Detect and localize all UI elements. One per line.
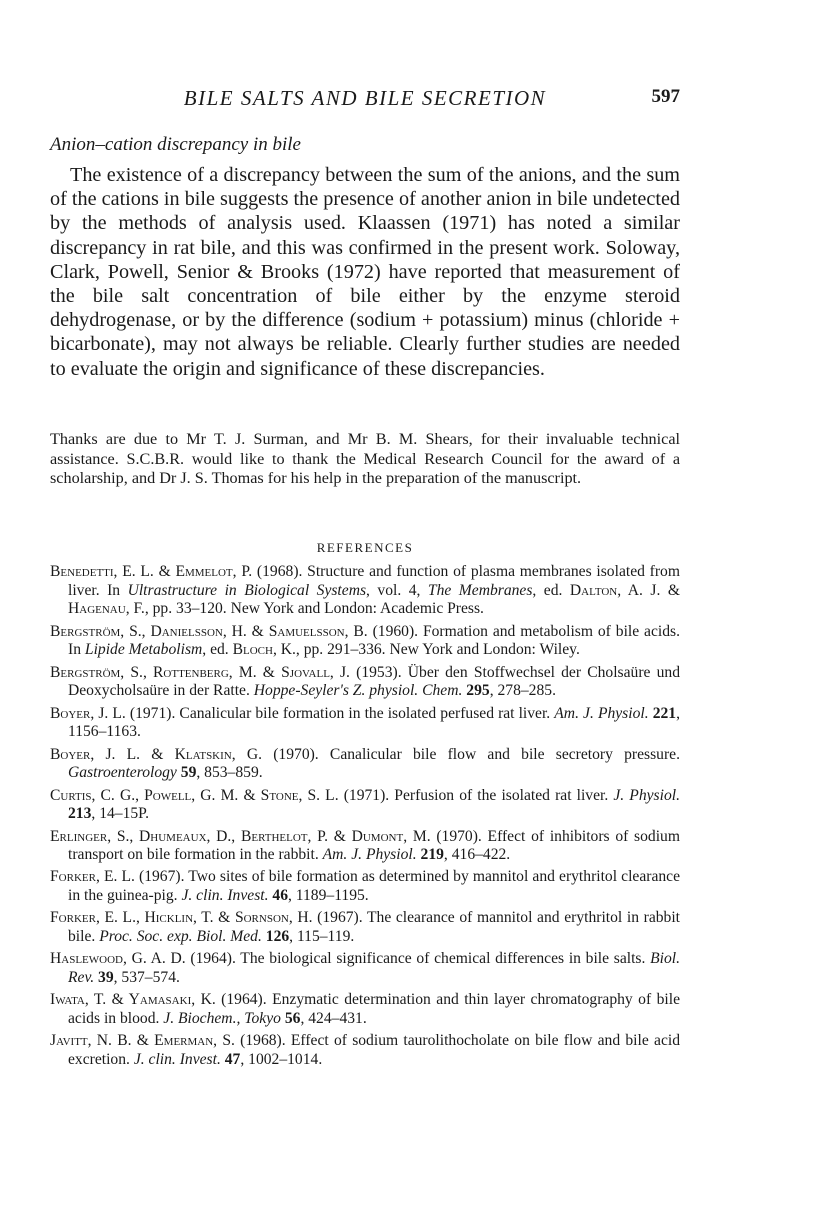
ref-pages: , 278–285. bbox=[489, 682, 556, 700]
reference-item bbox=[50, 623, 680, 660]
ref-authors: Forker, E. L., Hicklin, T. & Sornson, H. bbox=[50, 909, 313, 927]
reference-item bbox=[50, 1032, 680, 1069]
reference-item bbox=[50, 868, 680, 905]
ref-authors: Bergström, S., Danielsson, H. & Samuelsson, B. bbox=[50, 622, 368, 640]
ref-journal: Gastroenterology bbox=[68, 764, 177, 782]
ref-authors: Boyer, J. L. bbox=[50, 704, 126, 722]
ref-volume: 126 bbox=[265, 928, 290, 946]
ref-book-title: Ultrastructure in Biological Systems bbox=[127, 581, 367, 599]
ref-volume: 39 bbox=[98, 969, 114, 987]
ref-text: (1968). Effect of sodium taurolithocholate on bile flow and bile acid excretion. bbox=[68, 1032, 680, 1069]
ref-authors: Bergström, S., Rottenberg, M. & Sjovall, J. bbox=[50, 663, 350, 681]
ref-volume: 219 bbox=[420, 846, 444, 864]
ref-volume: 59 bbox=[180, 764, 197, 782]
ref-pages: , 1002–1014. bbox=[240, 1051, 323, 1069]
ref-text: (1970). Canalicular bile flow and bile secretory pressure. bbox=[262, 745, 680, 763]
ref-journal: Hoppe-Seyler's Z. physiol. Chem. bbox=[253, 682, 463, 700]
ref-authors: Benedetti, E. L. & Emmelot, P. bbox=[50, 563, 253, 580]
ref-authors: Curtis, C. G., Powell, G. M. & Stone, S. L. bbox=[50, 786, 339, 804]
ref-volume: 295 bbox=[466, 682, 490, 700]
body-paragraph: The existence of a discrepancy between the sum of the anions, and the sum of the cations in bile suggests the presence of another anion in bile undetected by the methods of analysis used. Klaassen (1971) has noted a similar discrepancy in rat bile, and this was confirmed in the present work. Soloway, Clark, Powell, Senior & Brooks (1972) have reported that measurement of the bile salt concentration of bile either by the enzyme steroid dehydrogenase, or by the difference (sodium + potassium) minus (chloride + bicarbonate), may not always be reliable. Clearly further studies are needed to evaluate the origin and significance of these discrepancies. bbox=[50, 164, 680, 380]
reference-item bbox=[50, 950, 680, 987]
section-heading: Anion–cation discrepancy in bile bbox=[50, 134, 301, 155]
ref-volume: 47 bbox=[224, 1051, 241, 1069]
ref-volume: 221 bbox=[652, 704, 677, 722]
ref-volume: 213 bbox=[68, 805, 92, 823]
reference-item bbox=[50, 746, 680, 783]
ref-authors: Iwata, T. & Yamasaki, K. bbox=[50, 991, 216, 1009]
ref-text: (1970). Effect of inhibitors of sodium transport on bile formation in the rabbit. bbox=[68, 827, 680, 864]
ref-pages: , 115–119. bbox=[289, 928, 355, 946]
ref-editors: Dalton, A. J. & Hagenau, F. bbox=[68, 581, 680, 618]
ref-text: (1960). Formation and metabolism of bile acids. In bbox=[68, 622, 680, 659]
ref-volume: 46 bbox=[272, 887, 288, 905]
ref-authors: Forker, E. L. bbox=[50, 868, 135, 886]
reference-list bbox=[50, 563, 680, 1073]
ref-editors: Bloch, K. bbox=[232, 641, 296, 659]
ref-text: (1964). Enzymatic determination and thin layer chromatography of bile acids in blood. bbox=[68, 991, 680, 1028]
ref-text: , pp. 33–120. New York and London: Academic Press. bbox=[144, 600, 484, 618]
page-number: 597 bbox=[651, 86, 680, 107]
ref-journal: Am. J. Physiol. bbox=[322, 846, 417, 864]
ref-text: (1968). Structure and function of plasma membranes isolated from liver. In bbox=[68, 563, 680, 599]
ref-volume-title: The Membranes bbox=[427, 581, 533, 599]
ref-pages: , 424–431. bbox=[300, 1010, 367, 1028]
ref-authors: Haslewood, G. A. D. bbox=[50, 950, 186, 968]
ref-pages: , 14–15P. bbox=[91, 805, 150, 823]
ref-text: , vol. 4, bbox=[366, 581, 428, 599]
ref-journal: J. Physiol. bbox=[613, 786, 680, 804]
ref-text: , ed. bbox=[202, 641, 233, 659]
acknowledgements: Thanks are due to Mr T. J. Surman, and Mr B. M. Shears, for their invaluable technical assistance. S.C.B.R. would like to thank the Medical Research Council for the award of a scholarship, and Dr J. S. Thomas for his help in the preparation of the manuscript. bbox=[50, 430, 680, 487]
reference-item bbox=[50, 991, 680, 1028]
reference-item bbox=[50, 705, 680, 742]
ref-journal: J. clin. Invest. bbox=[181, 887, 269, 905]
ref-text: (1971). Canalicular bile formation in the isolated perfused rat liver. bbox=[125, 704, 555, 722]
running-title: BILE SALTS AND BILE SECRETION bbox=[183, 86, 547, 110]
ref-book-title: Lipide Metabolism bbox=[84, 641, 203, 659]
ref-text: , pp. 291–336. New York and London: Wiley. bbox=[295, 641, 580, 659]
ref-journal: Am. J. Physiol. bbox=[554, 704, 649, 722]
ref-text: (1964). The biological significance of chemical differences in bile salts. bbox=[185, 950, 651, 968]
ref-volume: 56 bbox=[284, 1010, 301, 1028]
ref-authors: Javitt, N. B. & Emerman, S. bbox=[50, 1032, 235, 1050]
ref-text: (1971). Perfusion of the isolated rat liver. bbox=[338, 786, 614, 804]
reference-item bbox=[50, 787, 680, 824]
reference-item bbox=[50, 563, 680, 619]
ref-journal: J. Biochem., Tokyo bbox=[163, 1010, 281, 1028]
ref-pages: , 1156–1163. bbox=[68, 704, 680, 741]
ref-text: , ed. bbox=[532, 581, 570, 599]
reference-item bbox=[50, 828, 680, 865]
ref-text: (1967). The clearance of mannitol and erythritol in rabbit bile. bbox=[68, 909, 681, 946]
ref-text: (1967). Two sites of bile formation as determined by mannitol and erythritol clearance in the guinea-pig. bbox=[68, 868, 680, 905]
ref-pages: , 1189–1195. bbox=[288, 887, 369, 905]
reference-item bbox=[50, 909, 680, 946]
running-head bbox=[50, 86, 680, 114]
references-heading: REFERENCES bbox=[316, 540, 414, 555]
ref-authors: Boyer, J. L. & Klatskin, G. bbox=[50, 745, 263, 763]
ref-authors: Erlinger, S., Dhumeaux, D., Berthelot, P. & Dumont, M. bbox=[50, 827, 431, 845]
ref-journal: Proc. Soc. exp. Biol. Med. bbox=[99, 928, 262, 946]
reference-item bbox=[50, 664, 680, 701]
ref-journal: Biol. Rev. bbox=[68, 950, 681, 987]
ref-text: (1953). Über den Stoffwechsel der Cholsaüre und Deoxycholsaüre in der Ratte. bbox=[68, 663, 681, 700]
ref-journal: J. clin. Invest. bbox=[133, 1051, 221, 1069]
ref-pages: , 537–574. bbox=[113, 969, 180, 987]
ref-pages: , 416–422. bbox=[443, 846, 511, 864]
ref-pages: , 853–859. bbox=[196, 764, 263, 782]
